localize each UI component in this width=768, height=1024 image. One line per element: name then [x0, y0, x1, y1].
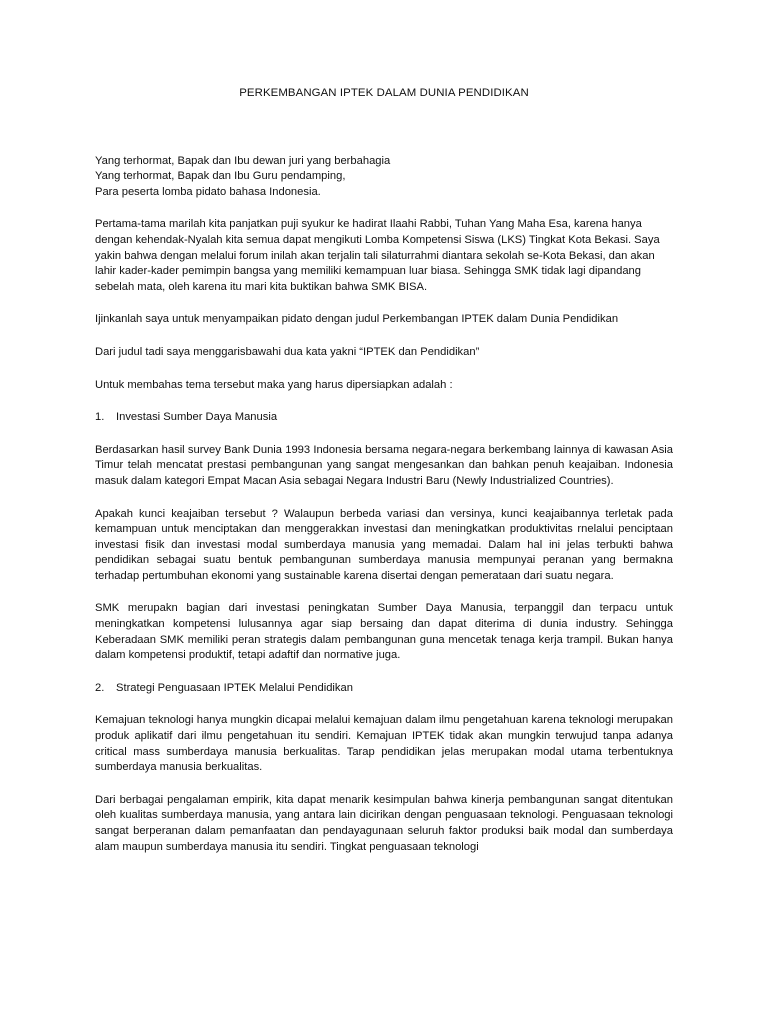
section-heading [95, 681, 673, 697]
section-title: Investasi Sumber Daya Manusia [116, 411, 278, 424]
section-heading [95, 410, 673, 426]
section-number: 2. [95, 681, 105, 694]
body-paragraph: Kemajuan teknologi hanya mungkin dicapai melalui kemajuan dalam ilmu pengetahuan karena teknologi merupakan produk aplikatif dari ilmu pengetahuan itu sendiri. Kemajuan IPTEK tidak akan mungkin terwujud tanpa adanya critical mass sumberdaya manusia berkualitas. Tarap pendidikan jelas merupakan modal utama terbentuknya sumberdaya manusia berkualitas. [95, 714, 673, 774]
section-number: 1. [95, 411, 105, 424]
salutation-block [95, 154, 673, 201]
document-body [95, 86, 673, 872]
permission-paragraph: Ijinkanlah saya untuk menyampaikan pidato dengan judul Perkembangan IPTEK dalam Dunia Pendidikan [95, 313, 619, 326]
body-paragraph: Dari berbagai pengalaman empirik, kita dapat menarik kesimpulan bahwa kinerja pembangunan sangat ditentukan oleh kualitas sumberdaya manusia, yang antara lain dicirikan dengan penguasaan teknologi. Penguasaan teknologi sangat berperanan dalam pemanfaatan dan pendayagunaan seluruh faktor produksi baik modal dan sumberdaya alam maupun sumberdaya manusia itu sendiri. Tingkat penguasaan teknologi [95, 793, 673, 853]
body-paragraph: Berdasarkan hasil survey Bank Dunia 1993 Indonesia bersama negara-negara berkembang lainnya di kawasan Asia Timur telah mencatat prestasi pembangunan yang sangat mengesankan dan bahkan penuh keajaiban. Indonesia masuk dalam kategori Empat Macan Asia sebagai Negara Industri Baru (Newly Industrialized Countries). [95, 443, 673, 487]
body-paragraph: Apakah kunci keajaiban tersebut ? Walaupun berbeda variasi dan versinya, kunci keajaibannya terletak pada kemampuan untuk menciptakan dan menggerakkan investasi dan meningkatkan produktivitas rnelalui penciptaan investasi fisik dan investasi modal sumberdaya manusia yang memadai. Dalam hal ini jelas terbukti bahwa pendidikan sebagai suatu bentuk pembangunan sumberdaya manusia mempunyai peranan yang bermakna terhadap pertumbuhan ekonomi yang sustainable karena disertai dengan pemerataan dari suatu negara. [95, 507, 673, 582]
salutation-line: Yang terhormat, Bapak dan Ibu dewan juri yang berbahagia [95, 154, 391, 167]
body-paragraph: SMK merupakn bagian dari investasi peningkatan Sumber Daya Manusia, terpanggil dan terpacu untuk meningkatkan kompetensi lulusannya agar siap bersaing dan dapat diterima di dunia industry. Sehingga Keberadaan SMK memiliki peran strategis dalam pembangunan guna mencetak tenaga kerja trampil. Bukan hanya dalam kompetensi produktif, tetapi adaftif dan normative juga. [95, 602, 673, 662]
intro-paragraph: Untuk membahas tema tersebut maka yang harus dipersiapkan adalah : [95, 378, 453, 391]
section-title: Strategi Penguasaan IPTEK Melalui Pendidikan [116, 681, 353, 694]
underline-paragraph: Dari judul tadi saya menggarisbawahi dua kata yakni “IPTEK dan Pendidikan” [95, 345, 480, 358]
opening-paragraph: Pertama-tama marilah kita panjatkan puji syukur ke hadirat Ilaahi Rabbi, Tuhan Yang Maha Esa, karena hanya dengan kehendak-Nyalah kita semua dapat mengikuti Lomba Kompetensi Siswa (LKS) Tingkat Kota Bekasi. Saya yakin bahwa dengan melalui forum inilah akan terjalin tali silaturrahmi diantara sekolah se-Kota Bekasi, dan akan lahir kader-kader pemimpin bangsa yang memiliki kemampuan luar biasa. Sehingga SMK tidak lagi dipandang sebelah mata, oleh karena itu mari kita buktikan bahwa SMK BISA. [95, 218, 660, 293]
salutation-line: Yang terhormat, Bapak dan Ibu Guru pendamping, [95, 170, 346, 183]
salutation-line: Para peserta lomba pidato bahasa Indonesia. [95, 185, 321, 198]
document-title: PERKEMBANGAN IPTEK DALAM DUNIA PENDIDIKAN [239, 87, 529, 99]
